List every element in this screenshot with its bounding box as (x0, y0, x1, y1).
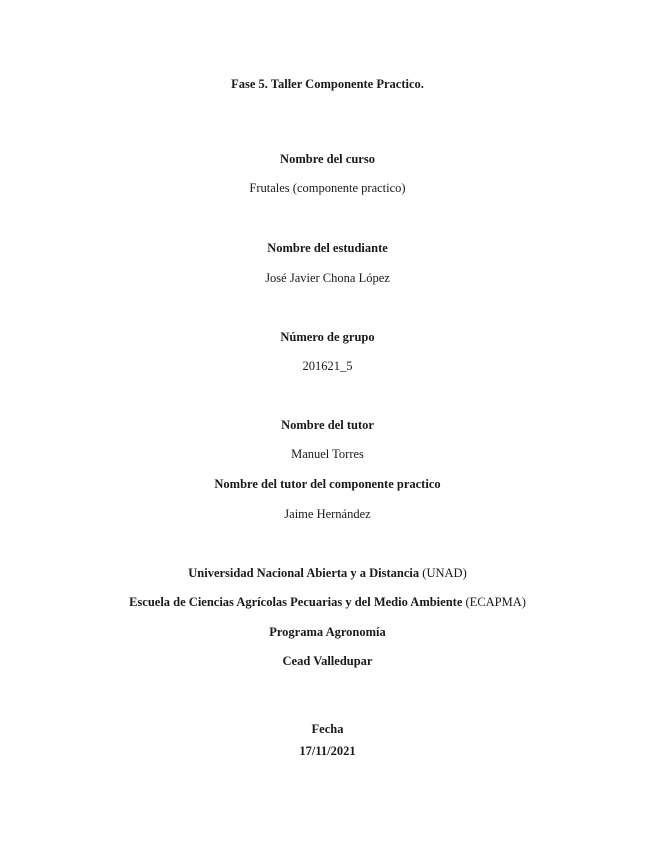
group-heading: Número de grupo (280, 330, 375, 344)
school-line (0, 594, 655, 610)
group-value: 201621_5 (302, 359, 353, 373)
practical-tutor-value: Jaime Hernández (284, 507, 371, 521)
tutor-heading: Nombre del tutor (281, 418, 374, 432)
program-name: Programa Agronomía (269, 625, 386, 639)
cead-name: Cead Valledupar (282, 654, 373, 668)
document-title: Fase 5. Taller Componente Practico. (231, 77, 424, 91)
tutor-value: Manuel Torres (291, 447, 364, 461)
practical-tutor-heading: Nombre del tutor del componente practico (214, 477, 441, 491)
student-heading: Nombre del estudiante (267, 241, 388, 255)
school-abbr: (ECAPMA) (462, 595, 526, 609)
date-heading: Fecha (311, 722, 344, 736)
course-value: Frutales (componente practico) (249, 181, 406, 195)
student-value: José Javier Chona López (265, 271, 390, 285)
university-abbr: (UNAD) (419, 566, 467, 580)
university-line (0, 565, 655, 581)
university-name: Universidad Nacional Abierta y a Distancia (188, 566, 420, 580)
course-heading: Nombre del curso (280, 152, 375, 166)
date-value: 17/11/2021 (299, 744, 356, 758)
school-name: Escuela de Ciencias Agrícolas Pecuarias y del Medio Ambiente (129, 595, 463, 609)
